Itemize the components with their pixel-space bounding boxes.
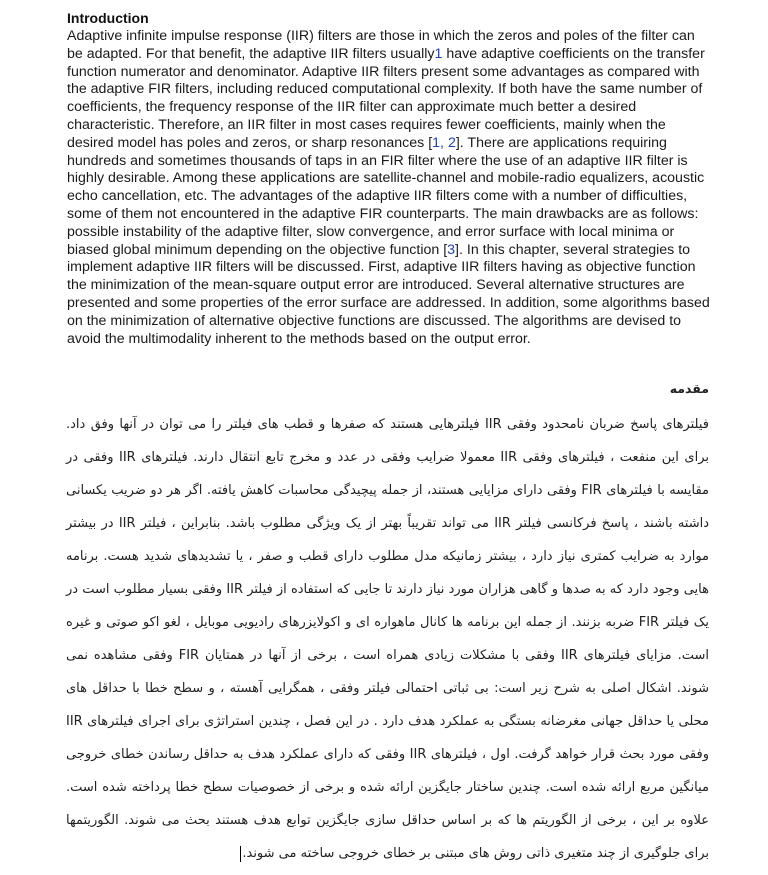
english-text-part-3: ]. There are applications requiring hundreds and sometimes thousands of taps in an FIR filter where the use of an adaptive IIR filter is highly desirable. Among these applications are satellite-channel and mobile-radio equalizers, acoustic echo cancellation, etc. The advantages of the adaptive IIR filters come with a number of difficulties, some of them not encountered in the adaptive FIR counterparts. The main drawbacks are as follows: possible instability of the adaptive filter, slow convergence, and error surface with local minima or biased global minimum depending on the objective function [ [67, 134, 705, 258]
citation-link-3[interactable]: 3 [447, 241, 456, 258]
persian-text: فیلترهای پاسخ ضربان نامحدود وفقی IIR فیلترهایی هستند که صفرها و قطب های فیلتر را می توان در آنها وفق داد. برای این منفعت ، فیلترهای وفقی IIR معمولا ضرایب وفقی در عدد و مخرج تابع انتقال دارند. فیلترهای IIR وفقی در مقایسه با فیلترهای FIR وفقی دارای مزایایی هستند، از جمله پیچیدگی محاسبات کاهش یافته. اگر هر دو ضریب یکسانی داشته باشند ، پاسخ فرکانسی فیلتر IIR می تواند تقریباً بهتر از یک ویژگی مطلوب باشد. بنابراین ، فیلتر IIR در بیشتر موارد به ضرایب کمتری نیاز دارد ، بیشتر زمانیکه مدل مطلوب دارای قطب و صفر ، یا تشدیدهای شدید هست. برنامه هایی وجود دارد که به صدها و گاهی هزاران مورد نیاز دارند تا جایی که استفاده از فیلتر IIR وفقی بسیار مطلوب است در یک فیلتر FIR ضربه بزنند. از جمله این برنامه ها کانال ماهواره ای و اکولایزرهای رادیویی موبایل ، لغو اکو صوتی و غیره است. مزایای فیلترهای IIR وفقی با مشکلات زیادی همراه است ، برخی از آنها در همتایان FIR وفقی مشاهده نمی شوند. اشکال اصلی به شرح زیر است: بی ثباتی احتمالی فیلتر وفقی ، همگرایی آهسته ، و سطح خطا با حداقل های محلی یا حداقل جهانی مغرضانه بستگی به عملکرد هدف دارد . در این فصل ، چندین استراتژی برای اجرای فیلترهای IIR وفقی مورد بحث قرار خواهد گرفت. اول ، فیلترهای IIR وفقی که دارای عملکرد هدف به حداقل رساندن خطای خروجی میانگین مربع ارائه شده است. چندین ساختار جایگزین ارائه شده و برخی از خصوصیات سطح خطا پرداخته شده است. علاوه بر این ، برخی از الگوریتم ها که بر اساس حداقل سازی جایگزین توابع هدف هستند بحث می شوند. الگوریتمها برای جلوگیری از چند متغیری ذاتی روش های مبتنی بر خطای خروجی ساخته می شوند. [66, 417, 710, 861]
english-heading: Introduction [67, 10, 149, 26]
persian-paragraph[interactable] [66, 408, 709, 870]
citation-link-1b[interactable]: 1 [432, 134, 441, 151]
persian-heading: مقدمه [669, 381, 709, 396]
citation-separator: , [440, 134, 448, 151]
english-paragraph [67, 28, 711, 348]
english-text-part-2: have adaptive coefficients on the transfer function numerator and denominator. Adaptive IIR filters present some advantages as compared with the adaptive FIR filters, including reduced computational complexity. If both have the same number of coefficients, the frequency response of the IIR filter can approximate much better a desired characteristic. Therefore, an IIR filter in most cases requires fewer coefficients, mainly when the desired model has poles and zeros, or sharp resonances [ [67, 45, 705, 151]
citation-link-2[interactable]: 2 [447, 134, 456, 151]
english-text-part-1: Adaptive infinite impulse response (IIR) filters are those in which the zeros and poles of the filter can be adapted. For that benefit, the adaptive IIR filters usually [67, 28, 695, 62]
citation-link-1[interactable]: 1 [434, 45, 443, 62]
english-text-part-4: ]. In this chapter, several strategies to implement adaptive IIR filters will be discussed. First, adaptive IIR filters having as objective function the minimization of the mean-square output error are introduced. Several alternative structures are presented and some properties of the error surface are addressed. In addition, some algorithms based on the minimization of alternative objective functions are discussed. The algorithms are devised to avoid the multimodality inherent to the methods based on the output error. [67, 241, 710, 347]
